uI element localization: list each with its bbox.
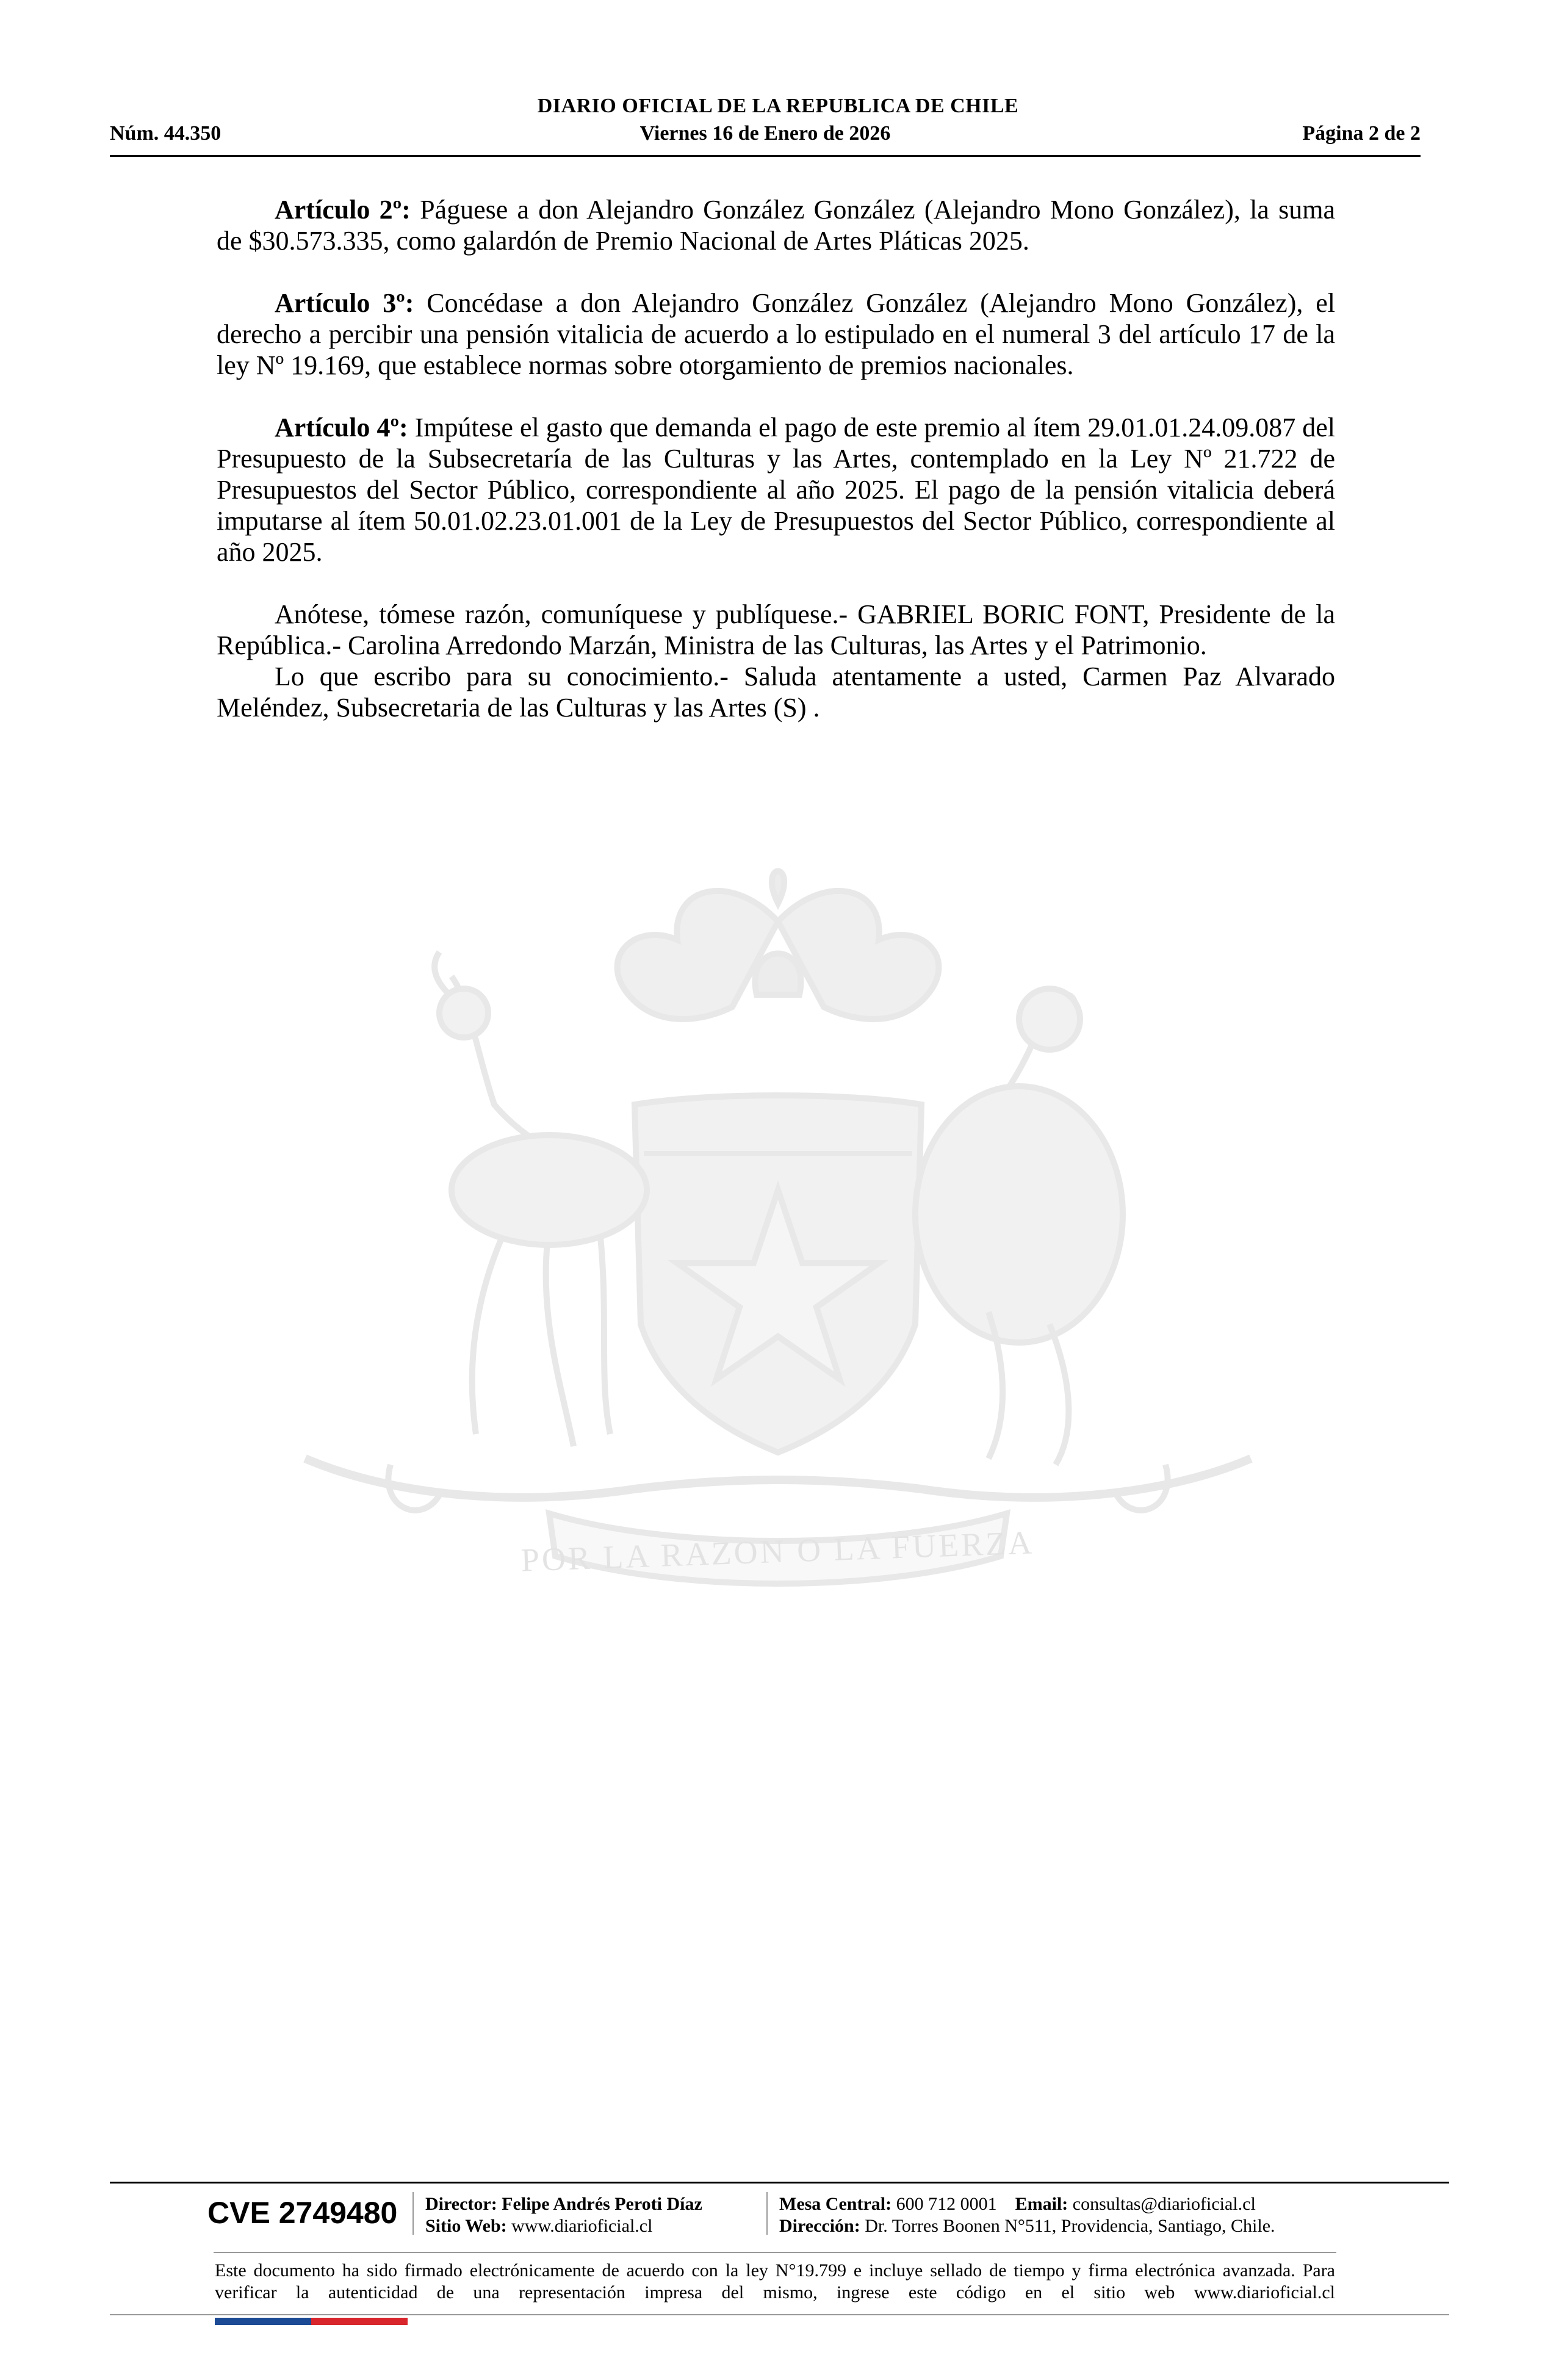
email-label: Email: — [1015, 2194, 1068, 2214]
article-2-label: Artículo 2º: — [275, 195, 411, 225]
article-3-text: Concédase a don Alejandro González González (Alejandro Mono González), el derecho a percibir una pensión vitalicia de acuerdo a lo estipulado en el numeral 3 del artículo 17 de la ley Nº 19.169, que establece normas sobre otorgamiento de premios nacionales. — [217, 288, 1335, 380]
footer-contact-block — [779, 2193, 1275, 2237]
flag-stripe-red — [311, 2318, 408, 2325]
article-4-text: Impútese el gasto que demanda el pago de este premio al ítem 29.01.01.24.09.087 del Presupuesto de la Subsecretaría de las Culturas y las Artes, contemplado en la Ley Nº 21.722 de Presupuestos del Sector Público, correspondiente al año 2025. El pago de la pensión vitalicia deberá imputarse al ítem 50.01.02.23.01.001 de la Ley de Presupuestos del Sector Público, correspondiente al año 2025. — [217, 413, 1335, 567]
header-row — [110, 122, 1421, 149]
address-label: Dirección: — [779, 2216, 860, 2236]
website-line — [425, 2215, 702, 2237]
director-line — [425, 2193, 702, 2215]
address-value: Dr. Torres Boonen N°511, Providencia, Santiago, Chile. — [860, 2216, 1275, 2236]
signoff-statement: Lo que escribo para su conocimiento.- Saluda atentamente a usted, Carmen Paz Alvarado Meléndez, Subsecretaria de las Culturas y las Artes (S) . — [217, 662, 1335, 723]
director-value: Felipe Andrés Peroti Díaz — [497, 2194, 702, 2214]
issue-date: Viernes 16 de Enero de 2026 — [639, 122, 891, 145]
article-2-text: Páguese a don Alejandro González González (Alejandro Mono González), la suma de $30.573.335, como galardón de Premio Nacional de Artes Pláticas 2025. — [217, 195, 1335, 256]
website-link[interactable]: www.diarioficial.cl — [506, 2216, 653, 2236]
footer-top-divider — [110, 2182, 1449, 2183]
website-label: Sitio Web: — [425, 2216, 507, 2236]
flag-stripe-blue — [215, 2318, 311, 2325]
article-4 — [217, 412, 1335, 568]
legal-notice: Este documento ha sido firmado electrónicamente de acuerdo con la ley N°19.799 e incluye sellado de tiempo y firma electrónica avanzada. Para verificar la autenticidad de una representación impresa del mismo, ingrese este código en el sitio web www.diarioficial.cl — [215, 2260, 1335, 2302]
contact-line — [779, 2193, 1275, 2215]
director-label: Director: — [425, 2194, 497, 2214]
cve-code: CVE 2749480 — [207, 2196, 398, 2230]
footer-mid-divider — [214, 2252, 1336, 2253]
footer-column-divider — [412, 2192, 414, 2235]
newspaper-title: DIARIO OFICIAL DE LA REPUBLICA DE CHILE — [537, 95, 1019, 117]
motto-text: POR LA RAZON O LA FUERZA — [520, 1524, 1035, 1579]
article-body — [217, 194, 1335, 723]
coat-of-arms-icon — [207, 848, 1349, 1666]
footer-director-block — [425, 2193, 702, 2237]
address-line — [779, 2215, 1275, 2237]
phone-label: Mesa Central: — [779, 2194, 892, 2214]
article-2 — [217, 194, 1335, 256]
phone-value: 600 712 0001 — [891, 2194, 997, 2214]
article-4-label: Artículo 4º: — [275, 413, 408, 442]
header-divider — [110, 155, 1421, 157]
closing-statement: Anótese, tómese razón, comuníquese y publíquese.- GABRIEL BORIC FONT, Presidente de la República.- Carolina Arredondo Marzán, Ministra de las Culturas, las Artes y el Patrimonio. — [217, 599, 1335, 660]
issue-number: Núm. 44.350 — [110, 122, 222, 145]
footer-bottom-divider — [110, 2314, 1449, 2315]
article-3-label: Artículo 3º: — [275, 288, 414, 318]
article-3 — [217, 287, 1335, 381]
footer-column-divider — [766, 2192, 768, 2235]
email-link[interactable]: consultas@diarioficial.cl — [1068, 2194, 1256, 2214]
page-indicator: Página 2 de 2 — [1302, 122, 1421, 145]
